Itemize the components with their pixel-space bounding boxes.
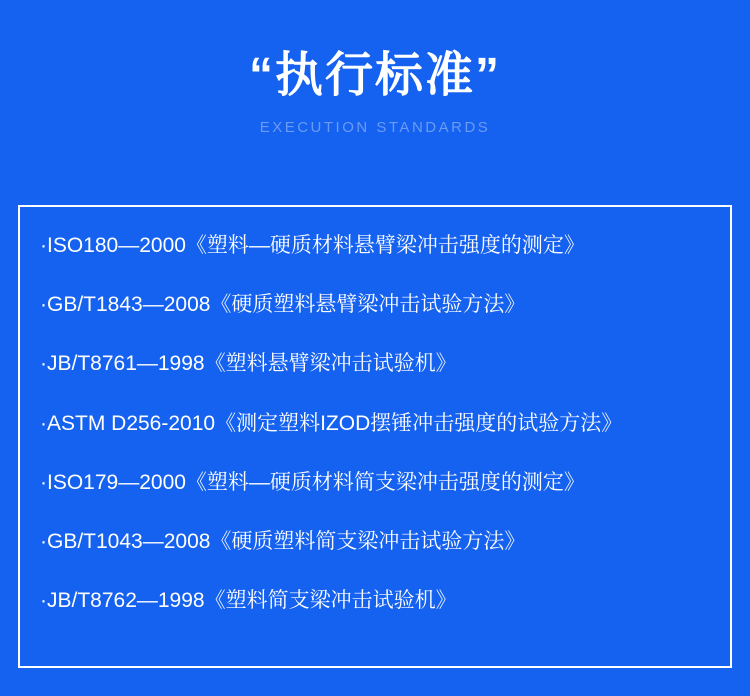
- list-item: ·JB/T8762—1998《塑料简支梁冲击试验机》: [40, 589, 457, 613]
- list-item: ·GB/T1843—2008《硬质塑料悬臂梁冲击试验方法》: [40, 293, 526, 317]
- page-subtitle: EXECUTION STANDARDS: [259, 119, 491, 137]
- page-title: “执行标准”: [248, 49, 501, 102]
- list-item: ·ISO179—2000《塑料—硬质材料简支梁冲击强度的测定》: [40, 470, 585, 494]
- list-item: ·JB/T8761—1998《塑料悬臂梁冲击试验机》: [40, 352, 457, 376]
- page-header: [0, 0, 750, 136]
- list-item: ·ASTM D256-2010《测定塑料IZOD摆锤冲击强度的试验方法》: [40, 411, 623, 435]
- standards-panel: [18, 205, 732, 668]
- list-item: ·ISO180—2000《塑料—硬质材料悬臂梁冲击强度的测定》: [40, 234, 585, 257]
- standards-list: [38, 233, 720, 613]
- list-item: ·GB/T1043—2008《硬质塑料简支梁冲击试验方法》: [40, 529, 526, 553]
